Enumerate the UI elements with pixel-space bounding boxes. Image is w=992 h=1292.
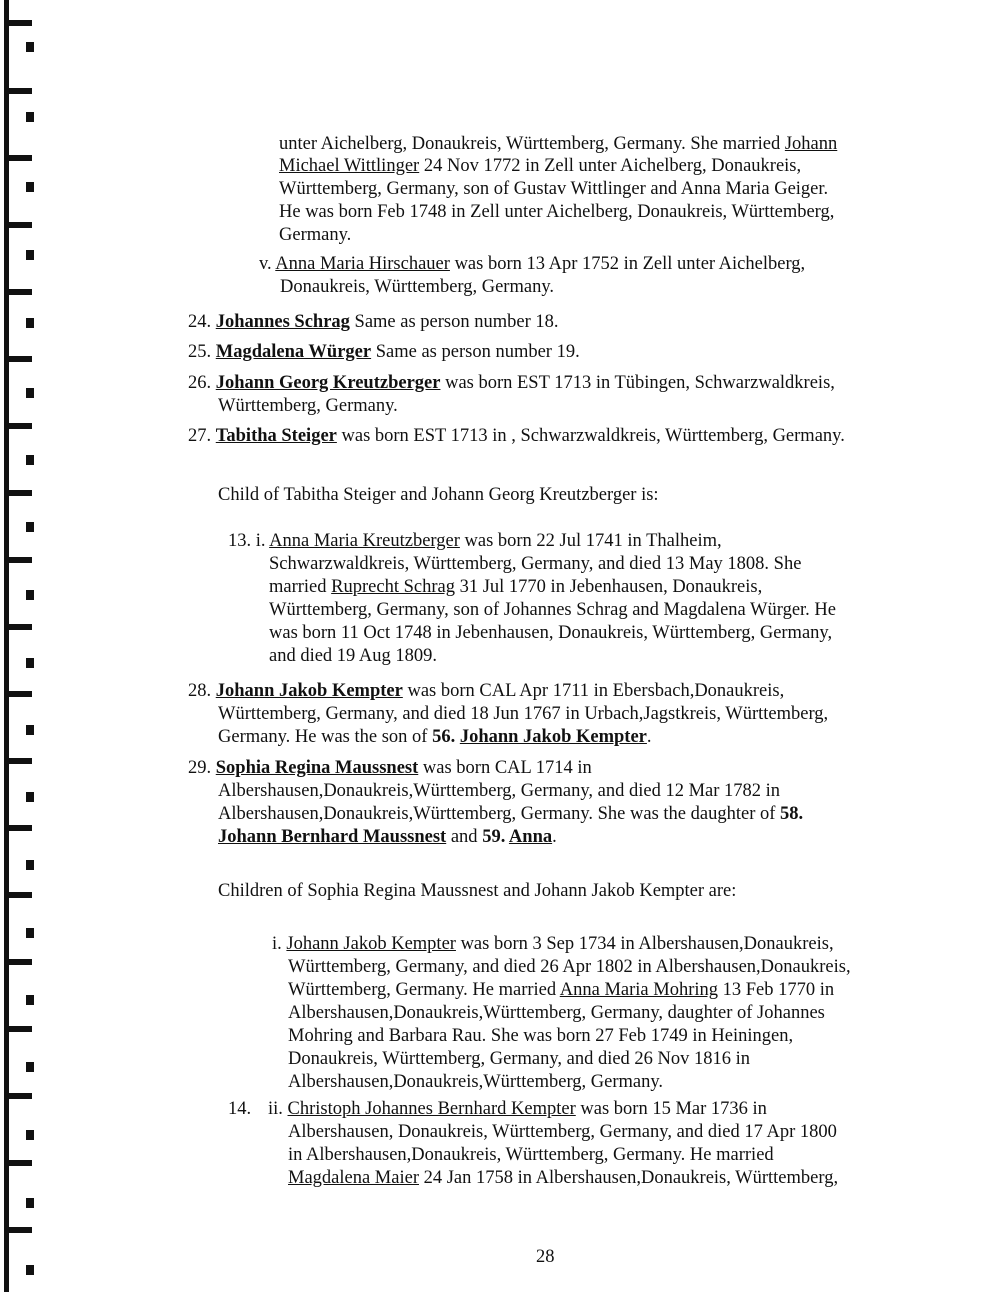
text-line: Württemberg, Germany, and died 26 Apr 1802 in Albershausen,Donaukreis, (288, 957, 851, 977)
spiral-binding (0, 0, 40, 1292)
entry-29: 29. Sophia Regina Maussnest was born CAL 1714 in (188, 758, 592, 778)
person-link[interactable]: Magdalena Maier (288, 1168, 419, 1188)
person-link[interactable]: Sophia Regina Maussnest (215, 758, 419, 778)
text-line: and died 19 Aug 1809. (269, 646, 438, 666)
person-link[interactable]: Anna Maria Hirschauer (275, 254, 450, 274)
person-link[interactable]: Christoph Johannes Bernhard Kempter (287, 1099, 576, 1119)
text-line: Michael Wittlinger 24 Nov 1772 in Zell unter Aichelberg, Donaukreis, (279, 156, 802, 176)
children-heading: Child of Tabitha Steiger and Johann Georg Kreutzberger is: (218, 485, 659, 505)
text-line: married Ruprecht Schrag 31 Jul 1770 in Jebenhausen, Donaukreis, (269, 577, 763, 597)
person-link[interactable]: Johann Jakob Kempter (286, 934, 456, 954)
text-line: i. Johann Jakob Kempter was born 3 Sep 1734 in Albershausen,Donaukreis, (272, 934, 834, 954)
entry-28: 28. Johann Jakob Kempter was born CAL Apr 1711 in Ebersbach,Donaukreis, (188, 681, 785, 701)
person-link[interactable]: Anna Maria Mohring (559, 980, 718, 1000)
text-line: Albershausen,Donaukreis,Württemberg, Germany. (288, 1072, 664, 1092)
person-link[interactable]: Anna (508, 827, 553, 847)
text-line: Schwarzwaldkreis, Württemberg, Germany, and died 13 May 1808. She (269, 554, 802, 574)
person-link[interactable]: Tabitha Steiger (215, 426, 337, 446)
person-link[interactable]: Johann Jakob Kempter (459, 727, 647, 747)
person-link[interactable]: Johann (784, 134, 838, 154)
text-line: Württemberg, Germany. (218, 396, 398, 416)
text-line: Germany. (279, 225, 352, 245)
person-link[interactable]: Magdalena Würger (215, 342, 372, 362)
text-line: v. Anna Maria Hirschauer was born 13 Apr 1752 in Zell unter Aichelberg, (259, 254, 806, 274)
entry-26: 26. Johann Georg Kreutzberger was born EST 1713 in Tübingen, Schwarzwaldkreis, (188, 373, 835, 393)
text-line: Albershausen,Donaukreis,Württemberg, Germany, and died 12 Mar 1782 in (218, 781, 781, 801)
text-line: Albershausen, Donaukreis, Württemberg, Germany, and died 17 Apr 1800 (288, 1122, 837, 1142)
person-link[interactable]: Johann Jakob Kempter (215, 681, 403, 701)
entry-27: 27. Tabitha Steiger was born EST 1713 in , Schwarzwaldkreis, Württemberg, Germany. (188, 426, 845, 446)
text-line: Württemberg, Germany, and died 18 Jun 1767 in Urbach,Jagstkreis, Württemberg, (218, 704, 829, 724)
entry-25: 25. Magdalena Würger Same as person number 19. (188, 342, 580, 362)
person-link[interactable]: Johann Bernhard Maussnest (218, 827, 447, 847)
entry-24: 24. Johannes Schrag Same as person number 18. (188, 312, 559, 332)
text-line: Magdalena Maier 24 Jan 1758 in Albershausen,Donaukreis, Württemberg, (288, 1168, 839, 1188)
children-heading: Children of Sophia Regina Maussnest and Johann Jakob Kempter are: (218, 881, 737, 901)
text-line: Albershausen,Donaukreis,Württemberg, Germany. She was the daughter of 58. (218, 804, 804, 824)
text-line: Albershausen,Donaukreis,Württemberg, Germany, daughter of Johannes (288, 1003, 825, 1023)
text-line: Johann Bernhard Maussnest and 59. Anna. (218, 827, 557, 847)
person-link[interactable]: Johann Georg Kreutzberger (215, 373, 441, 393)
text-line: unter Aichelberg, Donaukreis, Württemberg, Germany. She married Johann (279, 134, 838, 154)
person-link[interactable]: Johannes Schrag (215, 312, 350, 332)
text-line: He was born Feb 1748 in Zell unter Aichelberg, Donaukreis, Württemberg, (279, 202, 835, 222)
text-line: ii. Christoph Johannes Bernhard Kempter was born 15 Mar 1736 in (268, 1099, 767, 1119)
text-line: in Albershausen,Donaukreis, Württemberg, Germany. He married (288, 1145, 774, 1165)
child-number: 14. (228, 1099, 252, 1119)
person-link[interactable]: Anna Maria Kreutzberger (269, 531, 460, 551)
text-line: Württemberg, Germany, son of Gustav Wittlinger and Anna Maria Geiger. (279, 179, 829, 199)
text-line: 13. i. Anna Maria Kreutzberger was born 22 Jul 1741 in Thalheim, (228, 531, 722, 551)
text-line: Donaukreis, Württemberg, Germany. (280, 277, 554, 297)
text-line: was born 11 Oct 1748 in Jebenhausen, Donaukreis, Württemberg, Germany, (269, 623, 833, 643)
text-line: Germany. He was the son of 56. Johann Jakob Kempter. (218, 727, 652, 747)
person-link[interactable]: Ruprecht Schrag (331, 577, 455, 597)
page-number: 28 (536, 1247, 555, 1267)
text-line: Württemberg, Germany, son of Johannes Schrag and Magdalena Würger. He (269, 600, 836, 620)
text-line: Donaukreis, Württemberg, Germany, and died 26 Nov 1816 in (288, 1049, 751, 1069)
text-line: Württemberg, Germany. He married Anna Maria Mohring 13 Feb 1770 in (288, 980, 835, 1000)
text-line: Mohring and Barbara Rau. She was born 27 Feb 1749 in Heiningen, (288, 1026, 794, 1046)
person-link[interactable]: Michael Wittlinger (279, 156, 420, 176)
